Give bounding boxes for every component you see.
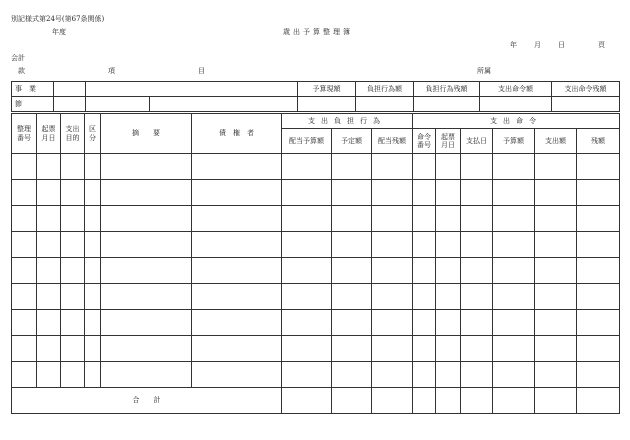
ledger-cell[interactable] [461,362,493,388]
payment-order-amount-value[interactable] [480,97,552,112]
ledger-cell[interactable] [436,232,461,258]
header-tekiyo: 摘 要 [101,114,192,154]
ledger-cell[interactable] [85,284,101,310]
ledger-cell[interactable] [535,258,577,284]
ledger-cell[interactable] [37,232,61,258]
header-meirei-kian: 起票 月日 [436,129,461,154]
ledger-cell[interactable] [436,284,461,310]
ledger-cell[interactable] [493,154,535,180]
ledger-cell[interactable] [85,232,101,258]
kou-label: 項 [108,67,115,75]
ledger-cell[interactable] [372,154,413,180]
ledger-cell[interactable] [535,154,577,180]
ledger-cell[interactable] [577,180,620,206]
ledger-cell[interactable] [493,310,535,336]
ledger-cell[interactable] [85,362,101,388]
ledger-cell[interactable] [101,180,192,206]
ledger-cell[interactable] [282,336,332,362]
fiscal-year-label: 年度 [52,28,66,36]
total-cell[interactable] [577,388,620,414]
ledger-cell[interactable] [12,362,37,388]
ledger-cell[interactable] [12,284,37,310]
ledger-cell[interactable] [461,154,493,180]
header-shiharai: 支払日 [461,129,493,154]
ledger-cell[interactable] [436,336,461,362]
ledger-cell[interactable] [61,284,85,310]
ledger-cell[interactable] [577,206,620,232]
total-label: 合 計 [12,388,282,414]
ledger-cell[interactable] [461,336,493,362]
header-futan-group: 支出負担行為 [282,114,413,129]
ledger-cell[interactable] [436,310,461,336]
ledger-cell[interactable] [37,180,61,206]
ledger-cell[interactable] [192,180,282,206]
ledger-cell[interactable] [413,284,436,310]
payment-order-amount-label: 支出命令額 [480,82,552,97]
ledger-cell[interactable] [282,206,332,232]
ledger-cell[interactable] [436,258,461,284]
ledger-cell[interactable] [192,284,282,310]
total-cell[interactable] [413,388,436,414]
ledger-cell[interactable] [101,206,192,232]
ledger-row [12,232,620,258]
ledger-cell[interactable] [192,310,282,336]
ledger-cell[interactable] [192,232,282,258]
ledger-cell[interactable] [535,180,577,206]
commitment-balance-label: 負担行為残額 [414,82,480,97]
ledger-cell[interactable] [413,154,436,180]
total-cell[interactable] [535,388,577,414]
jigyo-label: 事 業 [12,82,54,97]
ledger-cell[interactable] [372,336,413,362]
ledger-table [11,113,620,414]
ledger-cell[interactable] [37,258,61,284]
ledger-cell[interactable] [85,336,101,362]
budget-summary-table [11,81,620,112]
ledger-cell[interactable] [61,180,85,206]
commitment-amount-value[interactable] [356,97,414,112]
form-reference: 別記様式第24号(第67条関係) [11,15,105,23]
account-label: 会計 [11,54,25,62]
header-yosan: 予算額 [493,129,535,154]
ledger-cell[interactable] [372,206,413,232]
ledger-cell[interactable] [282,362,332,388]
ledger-cell[interactable] [192,206,282,232]
ledger-cell[interactable] [577,310,620,336]
ledger-cell[interactable] [12,310,37,336]
setsu-code-field[interactable] [54,97,86,112]
setsu-label: 節 [12,97,54,112]
ledger-cell[interactable] [413,336,436,362]
setsu-detail-field[interactable] [150,97,298,112]
ledger-cell[interactable] [192,362,282,388]
ledger-cell[interactable] [101,336,192,362]
ledger-cell[interactable] [413,258,436,284]
ledger-cell[interactable] [372,258,413,284]
total-cell[interactable] [372,388,413,414]
header-shishutsu: 支出 目的 [61,114,85,154]
ledger-cell[interactable] [332,206,372,232]
ledger-cell[interactable] [332,258,372,284]
ledger-cell[interactable] [461,180,493,206]
ledger-cell[interactable] [282,284,332,310]
ledger-cell[interactable] [332,154,372,180]
ledger-cell[interactable] [85,310,101,336]
jigyo-name-field[interactable] [86,82,298,97]
ledger-cell[interactable] [493,284,535,310]
ledger-cell[interactable] [493,336,535,362]
shozoku-label: 所属 [477,67,491,75]
ledger-cell[interactable] [535,206,577,232]
ledger-cell[interactable] [37,362,61,388]
ledger-cell[interactable] [577,258,620,284]
jigyo-code-field[interactable] [54,82,86,97]
ledger-cell[interactable] [37,284,61,310]
ledger-cell[interactable] [535,232,577,258]
ledger-cell[interactable] [493,362,535,388]
setsu-name-field[interactable] [86,97,150,112]
ledger-cell[interactable] [12,154,37,180]
ledger-cell[interactable] [85,154,101,180]
ledger-cell[interactable] [85,180,101,206]
ledger-cell[interactable] [192,258,282,284]
ledger-cell[interactable] [332,232,372,258]
total-cell[interactable] [461,388,493,414]
payment-order-balance-label: 支出命令残額 [552,82,620,97]
ledger-cell[interactable] [192,336,282,362]
header-saiken: 債 権 者 [192,114,282,154]
ledger-cell[interactable] [12,206,37,232]
ledger-cell[interactable] [282,310,332,336]
ledger-cell[interactable] [37,154,61,180]
ledger-cell[interactable] [577,232,620,258]
ledger-cell[interactable] [535,284,577,310]
ledger-row [12,180,620,206]
ledger-cell[interactable] [282,180,332,206]
ledger-cell[interactable] [332,362,372,388]
ledger-cell[interactable] [332,180,372,206]
year-field-label: 年 [510,41,517,49]
header-meirei-no: 命令 番号 [413,129,436,154]
ledger-cell[interactable] [85,258,101,284]
ledger-cell[interactable] [493,232,535,258]
ledger-cell[interactable] [101,310,192,336]
header-kian: 起票 月日 [37,114,61,154]
ledger-cell[interactable] [372,284,413,310]
header-seiri: 整理 番号 [12,114,37,154]
header-haito-yosan: 配当予算額 [282,129,332,154]
total-cell[interactable] [493,388,535,414]
ledger-cell[interactable] [413,310,436,336]
ledger-cell[interactable] [535,310,577,336]
budget-current-label: 予算現額 [298,82,356,97]
commitment-amount-label: 負担行為額 [356,82,414,97]
ledger-cell[interactable] [332,310,372,336]
ledger-cell[interactable] [37,310,61,336]
ledger-cell[interactable] [37,206,61,232]
ledger-cell[interactable] [413,206,436,232]
ledger-cell[interactable] [436,206,461,232]
header-shishutsu-gaku: 支出額 [535,129,577,154]
ledger-cell[interactable] [192,154,282,180]
ledger-cell[interactable] [461,206,493,232]
header-zangaku: 残額 [577,129,620,154]
header-haito-zan: 配当残額 [372,129,413,154]
payment-order-balance-value[interactable] [552,97,620,112]
ledger-row [12,258,620,284]
ledger-cell[interactable] [12,258,37,284]
ledger-cell[interactable] [332,336,372,362]
commitment-balance-value[interactable] [414,97,480,112]
ledger-cell[interactable] [577,154,620,180]
ledger-cell[interactable] [332,284,372,310]
ledger-cell[interactable] [85,206,101,232]
ledger-cell[interactable] [61,154,85,180]
ledger-cell[interactable] [101,232,192,258]
ledger-cell[interactable] [61,258,85,284]
ledger-cell[interactable] [101,362,192,388]
total-cell[interactable] [436,388,461,414]
ledger-cell[interactable] [12,336,37,362]
ledger-cell[interactable] [493,180,535,206]
ledger-row [12,284,620,310]
header-kubun: 区 分 [85,114,101,154]
ledger-cell[interactable] [413,232,436,258]
ledger-row [12,310,620,336]
ledger-cell[interactable] [61,232,85,258]
ledger-cell[interactable] [461,284,493,310]
ledger-cell[interactable] [461,232,493,258]
ledger-cell[interactable] [101,284,192,310]
page-title: 歳出予算整理簿 [283,28,353,36]
ledger-cell[interactable] [436,362,461,388]
ledger-cell[interactable] [101,258,192,284]
ledger-cell[interactable] [372,362,413,388]
ledger-cell[interactable] [282,232,332,258]
ledger-cell[interactable] [436,154,461,180]
ledger-cell[interactable] [61,362,85,388]
ledger-row [12,154,620,180]
ledger-cell[interactable] [535,362,577,388]
ledger-cell[interactable] [372,232,413,258]
ledger-cell[interactable] [282,258,332,284]
ledger-cell[interactable] [372,310,413,336]
ledger-cell[interactable] [61,310,85,336]
ledger-cell[interactable] [436,180,461,206]
ledger-cell[interactable] [61,336,85,362]
ledger-cell[interactable] [12,232,37,258]
moku-label: 目 [198,67,205,75]
ledger-cell[interactable] [12,180,37,206]
ledger-cell[interactable] [577,284,620,310]
header-meirei-group: 支出命令 [413,114,620,129]
ledger-cell[interactable] [413,362,436,388]
ledger-row [12,206,620,232]
kan-label: 款 [18,67,25,75]
ledger-cell[interactable] [461,310,493,336]
header-yotei: 予定額 [332,129,372,154]
ledger-cell[interactable] [493,206,535,232]
page-field-label: 頁 [598,41,605,49]
ledger-cell[interactable] [37,336,61,362]
budget-current-value[interactable] [298,97,356,112]
ledger-row [12,362,620,388]
ledger-row [12,336,620,362]
ledger-cell[interactable] [461,258,493,284]
ledger-cell[interactable] [535,336,577,362]
ledger-cell[interactable] [61,206,85,232]
ledger-cell[interactable] [577,336,620,362]
ledger-cell[interactable] [101,154,192,180]
ledger-cell[interactable] [282,154,332,180]
total-cell[interactable] [332,388,372,414]
month-field-label: 月 [534,41,541,49]
total-cell[interactable] [282,388,332,414]
ledger-cell[interactable] [413,180,436,206]
ledger-cell[interactable] [372,180,413,206]
day-field-label: 日 [558,41,565,49]
ledger-cell[interactable] [493,258,535,284]
ledger-cell[interactable] [577,362,620,388]
